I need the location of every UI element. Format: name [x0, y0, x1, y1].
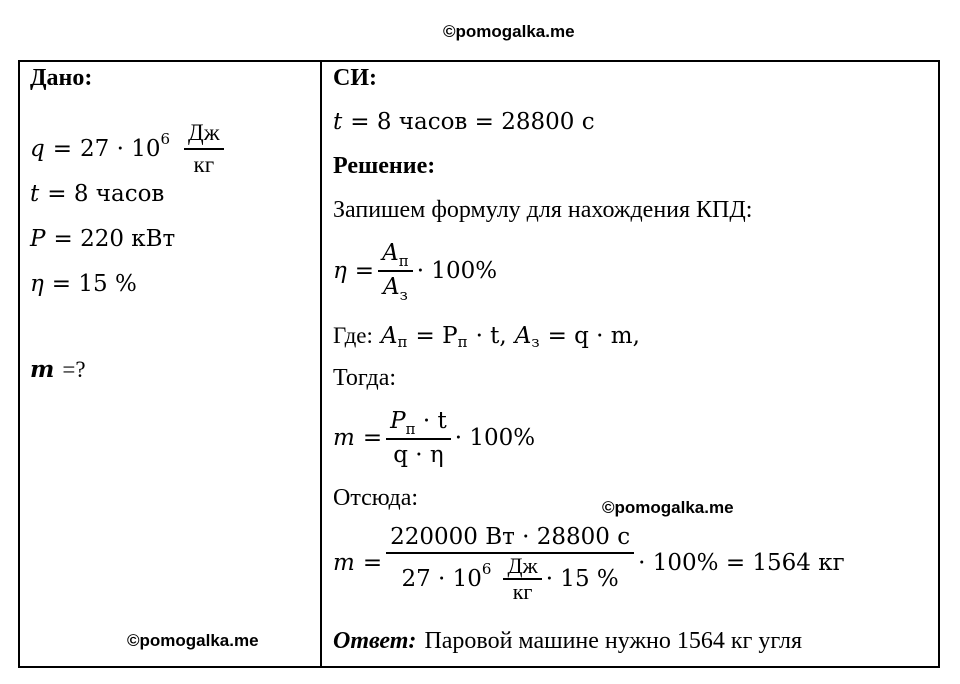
eta-formula-tail: · 100%: [416, 258, 498, 284]
given-p: [30, 225, 175, 253]
si-t-line: [333, 108, 595, 136]
eta-fraction-num: $A_п$: [378, 238, 413, 272]
given-t: [30, 180, 164, 208]
final-fraction: [386, 522, 634, 604]
answer-label: Ответ:: [333, 628, 417, 654]
final-den-unit: $\frac{Дж}{кг}$: [503, 554, 541, 604]
where-label: Где:: [333, 323, 373, 348]
t-value: = 8 часов: [47, 181, 165, 207]
given-q: [30, 118, 228, 180]
q-unit-den: кг: [193, 152, 215, 177]
eta-formula-eq: =: [354, 258, 375, 284]
column-divider: [320, 60, 322, 668]
solution-title: Решение:: [333, 153, 436, 179]
m-fraction: [386, 406, 451, 470]
m-formula: [333, 406, 535, 470]
p-var: P: [30, 226, 46, 252]
q-mantissa: 27 · 10: [80, 136, 161, 162]
si-title: СИ:: [333, 65, 377, 91]
si-t-var: t: [333, 109, 343, 135]
q-var: q: [30, 136, 45, 162]
then-label: Тогда:: [333, 365, 397, 391]
eta-formula: [333, 240, 498, 304]
final-formula: [333, 523, 845, 603]
final-eq: =: [362, 550, 383, 576]
watermark-top: ©pomogalka.me: [443, 22, 575, 41]
m-fraction-den: q · η: [393, 442, 444, 468]
q-eq: =: [52, 136, 73, 162]
eta-var: η: [30, 271, 44, 297]
eta-formula-lhs: η: [333, 258, 347, 284]
watermark-middle: ©pomogalka.me: [602, 498, 734, 517]
q-exponent: 6: [160, 130, 171, 148]
solution-intro: Запишем формулу для нахождения КПД:: [333, 197, 753, 223]
find-question: =?: [62, 357, 86, 382]
m-formula-tail: · 100%: [454, 425, 536, 451]
final-fraction-den: 27 · 10 6 $\frac{Дж}{кг}$ · 15 %: [401, 553, 619, 604]
answer-text: Паровой машине нужно 1564 кг угля: [424, 628, 803, 654]
hence-label: Отсюда:: [333, 485, 419, 511]
answer-line: [333, 627, 802, 655]
eta-fraction: [378, 238, 413, 304]
q-unit: [184, 118, 224, 180]
given-eta: [30, 270, 137, 298]
watermark-bottom: ©pomogalka.me: [127, 631, 259, 650]
final-fraction-num: 220000 Вт · 28800 с: [386, 522, 634, 554]
where-line: Где: A п = P п · t, A з = q · m,: [333, 323, 640, 351]
find-var: m: [30, 356, 55, 383]
eta-fraction-den: $A_з$: [382, 274, 408, 304]
given-title: Дано:: [30, 65, 93, 91]
eta-value: = 15 %: [51, 271, 137, 297]
q-unit-num: Дж: [184, 118, 224, 150]
t-var: t: [30, 181, 40, 207]
final-tail: · 100% = 1564 кг: [638, 550, 845, 576]
m-formula-lhs: m: [333, 425, 355, 451]
p-value: = 220 кВт: [53, 226, 176, 252]
m-formula-eq: =: [362, 425, 383, 451]
final-lhs: m: [333, 550, 355, 576]
given-find: [30, 356, 86, 384]
m-fraction-num: $P_п \cdot t$: [386, 406, 451, 440]
si-t-value: = 8 часов = 28800 с: [350, 109, 595, 135]
